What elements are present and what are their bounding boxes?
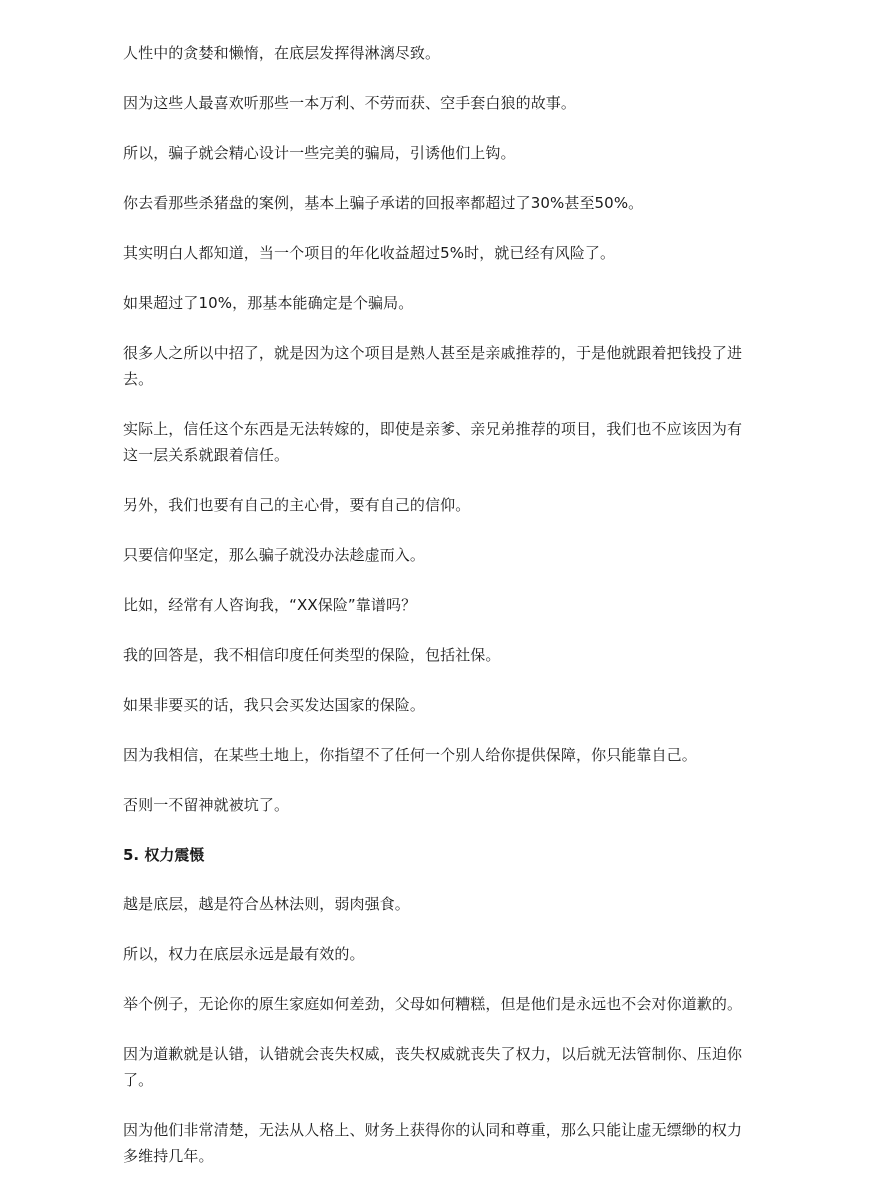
paragraph: 因为他们非常清楚，无法从人格上、财务上获得你的认同和尊重，那么只能让虚无缥缈的权力多维持几年。 — [123, 1121, 743, 1165]
paragraph: 如果超过了10%，那基本能确定是个骗局。 — [123, 294, 414, 312]
paragraph: 其实明白人都知道，当一个项目的年化收益超过5%时，就已经有风险了。 — [123, 244, 616, 262]
paragraph: 如果非要买的话，我只会买发达国家的保险。 — [123, 696, 426, 714]
section-heading: 5. 权力震慑 — [123, 846, 205, 864]
paragraph: 因为道歉就是认错，认错就会丧失权威，丧失权威就丧失了权力，以后就无法管制你、压迫你了。 — [123, 1045, 743, 1089]
paragraph: 我的回答是，我不相信印度任何类型的保险，包括社保。 — [123, 646, 501, 664]
paragraph: 因为这些人最喜欢听那些一本万利、不劳而获、空手套白狼的故事。 — [123, 94, 577, 112]
paragraph: 实际上，信任这个东西是无法转嫁的，即使是亲爹、亲兄弟推荐的项目，我们也不应该因为有这一层关系就跟着信任。 — [123, 420, 743, 464]
article-body — [123, 40, 748, 1193]
paragraph: 举个例子，无论你的原生家庭如何差劲，父母如何糟糕，但是他们是永远也不会对你道歉的。 — [123, 995, 743, 1013]
paragraph: 很多人之所以中招了，就是因为这个项目是熟人甚至是亲戚推荐的，于是他就跟着把钱投了进去。 — [123, 344, 743, 388]
paragraph: 人性中的贪婪和懒惰，在底层发挥得淋漓尽致。 — [123, 44, 441, 62]
paragraph: 否则一不留神就被坑了。 — [123, 796, 290, 814]
paragraph: 所以，权力在底层永远是最有效的。 — [123, 945, 365, 963]
paragraph: 越是底层，越是符合丛林法则，弱肉强食。 — [123, 895, 410, 913]
paragraph: 比如，经常有人咨询我，“XX保险”靠谱吗？ — [123, 596, 417, 614]
paragraph: 因为我相信，在某些土地上，你指望不了任何一个别人给你提供保障，你只能靠自己。 — [123, 746, 697, 764]
paragraph: 你去看那些杀猪盘的案例，基本上骗子承诺的回报率都超过了30%甚至50%。 — [123, 194, 644, 212]
paragraph: 另外，我们也要有自己的主心骨，要有自己的信仰。 — [123, 496, 471, 514]
paragraph: 所以，骗子就会精心设计一些完美的骗局，引诱他们上钩。 — [123, 144, 516, 162]
paragraph: 只要信仰坚定，那么骗子就没办法趁虚而入。 — [123, 546, 426, 564]
